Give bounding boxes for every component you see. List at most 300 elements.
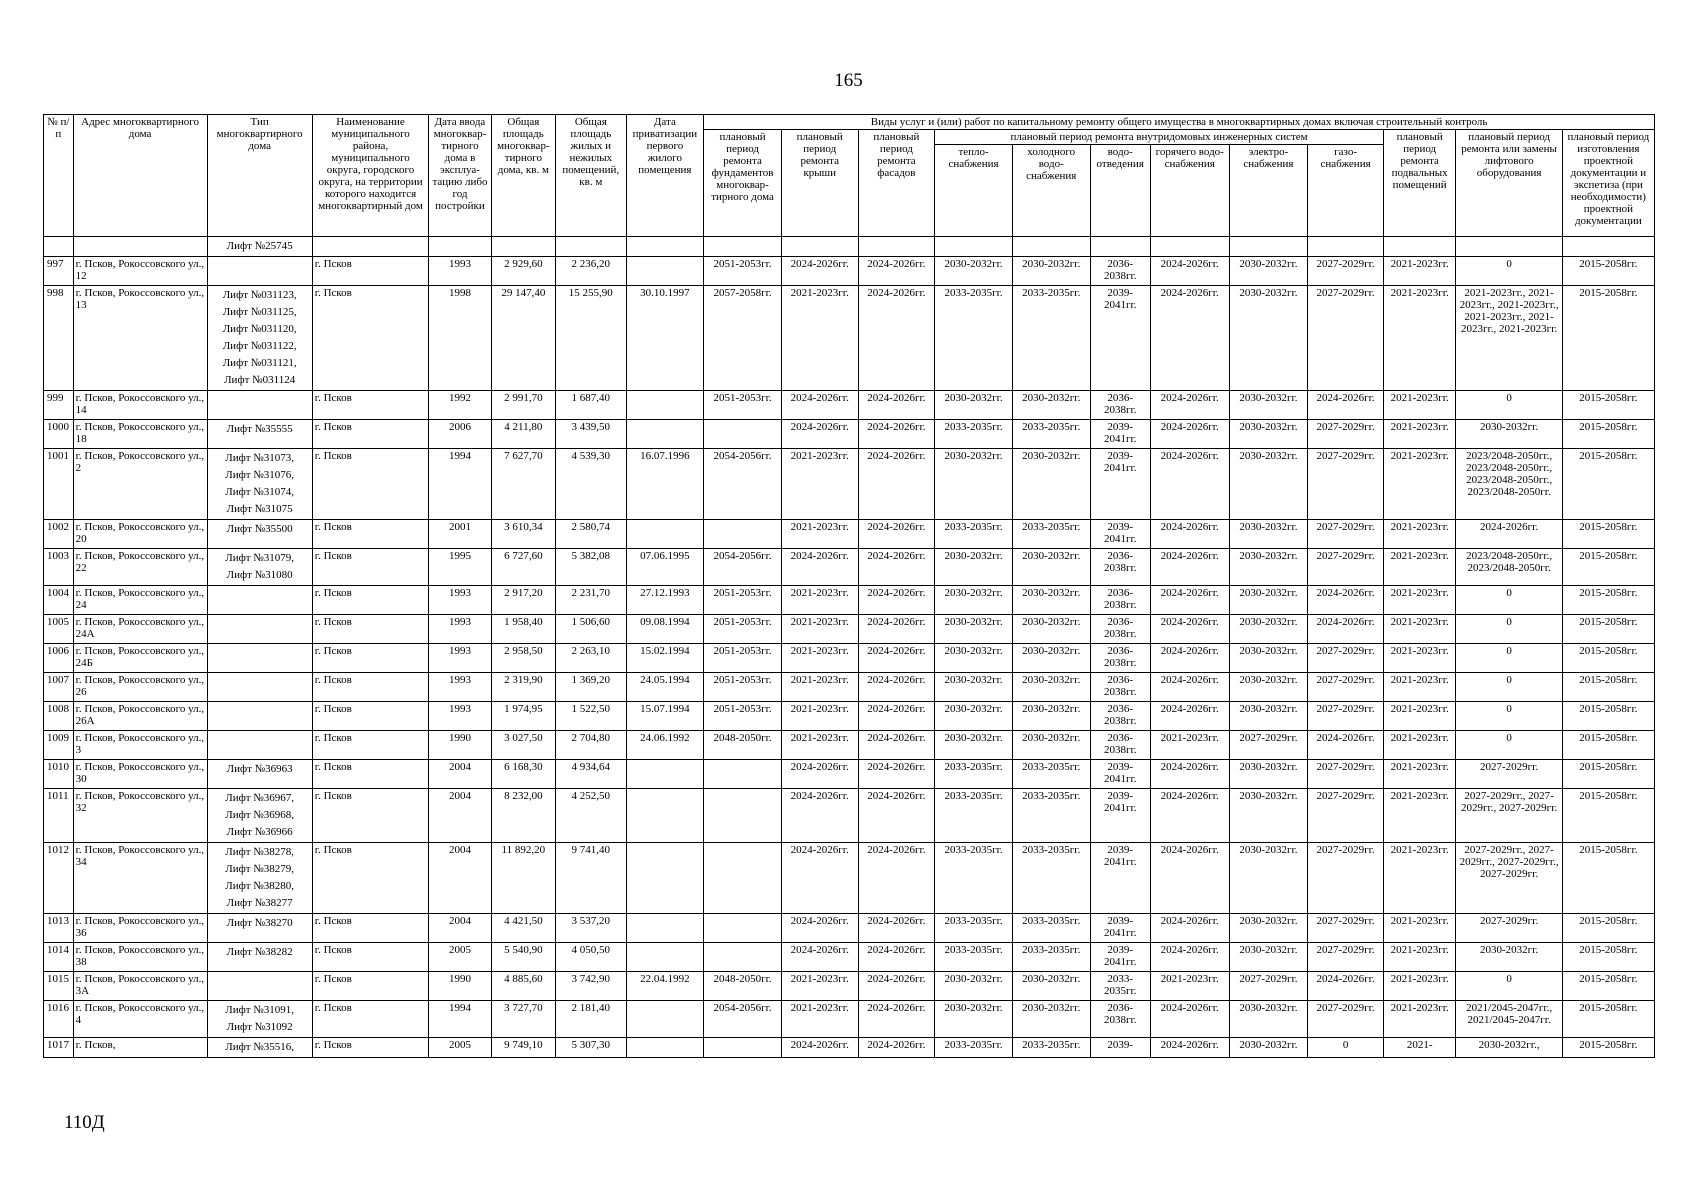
cell-lifts xyxy=(207,391,312,420)
cell-basement: 2021- xyxy=(1383,1038,1456,1058)
cell-address: г. Псков, Рокоссовского ул., 32 xyxy=(73,789,207,843)
cell-hot: 2024-2026гг. xyxy=(1150,420,1229,449)
cell-drain: 2039-2041гг. xyxy=(1090,789,1150,843)
cell-gas: 2027-2029гг. xyxy=(1308,673,1384,702)
cell-elevator: 0 xyxy=(1456,615,1562,644)
cell-priv xyxy=(626,943,704,972)
cell-priv: 22.04.1992 xyxy=(626,972,704,1001)
cell-roof: 2024-2026гг. xyxy=(781,843,858,914)
cell-year: 2006 xyxy=(429,420,491,449)
cell-hot: 2024-2026гг. xyxy=(1150,760,1229,789)
cell-foundation: 2054-2056гг. xyxy=(704,449,782,520)
cell-facade xyxy=(858,237,935,257)
cell-hot: 2024-2026гг. xyxy=(1150,449,1229,520)
cell-hot: 2024-2026гг. xyxy=(1150,673,1229,702)
cell-hot xyxy=(1150,237,1229,257)
capital-repair-table-wrap xyxy=(43,114,1655,1058)
cell-docs: 2015-2058гг. xyxy=(1562,449,1654,520)
cell-elevator: 0 xyxy=(1456,702,1562,731)
cell-num: 1004 xyxy=(44,586,74,615)
cell-drain: 2036-2038гг. xyxy=(1090,702,1150,731)
table-row xyxy=(44,914,1655,943)
cell-roof: 2021-2023гг. xyxy=(781,286,858,391)
cell-lifts xyxy=(207,914,312,943)
cell-lifts xyxy=(207,702,312,731)
cell-electric: 2030-2032гг. xyxy=(1229,615,1308,644)
cell-year: 1992 xyxy=(429,391,491,420)
cell-facade: 2024-2026гг. xyxy=(858,420,935,449)
cell-cold: 2033-2035гг. xyxy=(1012,520,1090,549)
cell-electric: 2030-2032гг. xyxy=(1229,673,1308,702)
cell-electric: 2030-2032гг. xyxy=(1229,702,1308,731)
cell-num: 1011 xyxy=(44,789,74,843)
table-row xyxy=(44,843,1655,914)
page-number: 165 xyxy=(834,70,863,91)
col-elevator: плановый период ремонта или замены лифтового оборудования xyxy=(1456,130,1562,237)
cell-address xyxy=(73,237,207,257)
cell-district: г. Псков xyxy=(312,943,429,972)
cell-district: г. Псков xyxy=(312,972,429,1001)
cell-gas: 2027-2029гг. xyxy=(1308,420,1384,449)
cell-heat: 2030-2032гг. xyxy=(935,586,1013,615)
cell-drain: 2039- xyxy=(1090,1038,1150,1058)
cell-electric: 2030-2032гг. xyxy=(1229,1001,1308,1038)
cell-address: г. Псков, Рокоссовского ул., 22 xyxy=(73,549,207,586)
cell-foundation: 2051-2053гг. xyxy=(704,644,782,673)
cell-docs: 2015-2058гг. xyxy=(1562,843,1654,914)
cell-gas: 2024-2026гг. xyxy=(1308,391,1384,420)
cell-electric: 2030-2032гг. xyxy=(1229,943,1308,972)
table-row xyxy=(44,972,1655,1001)
cell-living: 1 506,60 xyxy=(556,615,627,644)
cell-total: 4 211,80 xyxy=(491,420,555,449)
cell-docs: 2015-2058гг. xyxy=(1562,286,1654,391)
cell-address: г. Псков, Рокоссовского ул., 34 xyxy=(73,843,207,914)
cell-gas: 2027-2029гг. xyxy=(1308,702,1384,731)
cell-foundation xyxy=(704,1038,782,1058)
cell-foundation: 2054-2056гг. xyxy=(704,1001,782,1038)
cell-total: 2 319,90 xyxy=(491,673,555,702)
cell-basement: 2021-2023гг. xyxy=(1383,914,1456,943)
cell-roof: 2021-2023гг. xyxy=(781,449,858,520)
table-header xyxy=(44,115,1655,237)
cell-heat: 2033-2035гг. xyxy=(935,943,1013,972)
cell-cold: 2030-2032гг. xyxy=(1012,586,1090,615)
cell-gas: 2027-2029гг. xyxy=(1308,1001,1384,1038)
cell-district: г. Псков xyxy=(312,615,429,644)
cell-drain: 2036-2038гг. xyxy=(1090,257,1150,286)
cell-total: 4 885,60 xyxy=(491,972,555,1001)
cell-hot: 2024-2026гг. xyxy=(1150,943,1229,972)
cell-priv: 27.12.1993 xyxy=(626,586,704,615)
cell-docs: 2015-2058гг. xyxy=(1562,1038,1654,1058)
cell-elevator: 0 xyxy=(1456,673,1562,702)
cell-basement: 2021-2023гг. xyxy=(1383,520,1456,549)
col-basement: плановый период ремонта подвальных помещений xyxy=(1383,130,1456,237)
cell-foundation: 2057-2058гг. xyxy=(704,286,782,391)
cell-electric: 2030-2032гг. xyxy=(1229,520,1308,549)
cell-district: г. Псков xyxy=(312,286,429,391)
table-row xyxy=(44,1038,1655,1058)
cell-num: 1017 xyxy=(44,1038,74,1058)
cell-hot: 2024-2026гг. xyxy=(1150,286,1229,391)
cell-facade: 2024-2026гг. xyxy=(858,760,935,789)
cell-drain: 2036-2038гг. xyxy=(1090,391,1150,420)
cell-num: 1006 xyxy=(44,644,74,673)
cell-electric: 2030-2032гг. xyxy=(1229,644,1308,673)
cell-basement: 2021-2023гг. xyxy=(1383,943,1456,972)
cell-living: 15 255,90 xyxy=(556,286,627,391)
cell-elevator: 0 xyxy=(1456,972,1562,1001)
cell-cold: 2030-2032гг. xyxy=(1012,702,1090,731)
cell-living: 4 539,30 xyxy=(556,449,627,520)
col-heat: тепло-снабжения xyxy=(935,145,1013,237)
col-drainage: водо-отведения xyxy=(1090,145,1150,237)
cell-roof: 2021-2023гг. xyxy=(781,586,858,615)
table-row xyxy=(44,789,1655,843)
cell-living: 2 263,10 xyxy=(556,644,627,673)
cell-lifts xyxy=(207,586,312,615)
cell-basement xyxy=(1383,237,1456,257)
cell-electric: 2030-2032гг. xyxy=(1229,257,1308,286)
cell-facade: 2024-2026гг. xyxy=(858,702,935,731)
col-electric: электро-снабжения xyxy=(1229,145,1308,237)
cell-facade: 2024-2026гг. xyxy=(858,943,935,972)
cell-total: 9 749,10 xyxy=(491,1038,555,1058)
cell-gas: 2027-2029гг. xyxy=(1308,843,1384,914)
table-row xyxy=(44,520,1655,549)
cell-lifts xyxy=(207,673,312,702)
cell-cold: 2030-2032гг. xyxy=(1012,731,1090,760)
cell-priv xyxy=(626,257,704,286)
cell-total: 1 974,95 xyxy=(491,702,555,731)
cell-priv xyxy=(626,789,704,843)
cell-district: г. Псков xyxy=(312,789,429,843)
cell-docs: 2015-2058гг. xyxy=(1562,520,1654,549)
cell-district: г. Псков xyxy=(312,1001,429,1038)
cell-foundation: 2048-2050гг. xyxy=(704,731,782,760)
cell-foundation xyxy=(704,760,782,789)
cell-living: 3 537,20 xyxy=(556,914,627,943)
cell-lifts xyxy=(207,1001,312,1038)
cell-gas: 2027-2029гг. xyxy=(1308,549,1384,586)
cell-year: 1998 xyxy=(429,286,491,391)
cell-total xyxy=(491,237,555,257)
cell-roof: 2024-2026гг. xyxy=(781,914,858,943)
cell-lifts xyxy=(207,257,312,286)
lift-id: Лифт №38280, xyxy=(225,880,295,892)
col-design-docs: плановый период изготовления проектной документации и экспетиза (при необходимости) проектной документации xyxy=(1562,130,1654,237)
cell-foundation: 2048-2050гг. xyxy=(704,972,782,1001)
cell-hot: 2024-2026гг. xyxy=(1150,914,1229,943)
cell-electric: 2030-2032гг. xyxy=(1229,914,1308,943)
cell-docs: 2015-2058гг. xyxy=(1562,1001,1654,1038)
cell-heat xyxy=(935,237,1013,257)
cell-heat: 2033-2035гг. xyxy=(935,789,1013,843)
cell-gas: 2027-2029гг. xyxy=(1308,644,1384,673)
cell-num: 1000 xyxy=(44,420,74,449)
col-living-area: Общая площадь жилых и нежилых помещений, кв. м xyxy=(556,115,627,237)
cell-drain: 2036-2038гг. xyxy=(1090,644,1150,673)
cell-gas xyxy=(1308,237,1384,257)
cell-total: 6 168,30 xyxy=(491,760,555,789)
cell-drain: 2039-2041гг. xyxy=(1090,420,1150,449)
cell-roof: 2021-2023гг. xyxy=(781,972,858,1001)
cell-hot: 2024-2026гг. xyxy=(1150,789,1229,843)
cell-heat: 2030-2032гг. xyxy=(935,972,1013,1001)
cell-elevator: 2027-2029гг., 2027-2029гг., 2027-2029гг., 2027-2029гг. xyxy=(1456,843,1562,914)
cell-facade: 2024-2026гг. xyxy=(858,731,935,760)
cell-hot: 2024-2026гг. xyxy=(1150,391,1229,420)
lift-id: Лифт №38277 xyxy=(226,897,293,909)
cell-heat: 2030-2032гг. xyxy=(935,391,1013,420)
cell-gas: 2027-2029гг. xyxy=(1308,789,1384,843)
cell-living: 4 934,64 xyxy=(556,760,627,789)
cell-hot: 2024-2026гг. xyxy=(1150,1038,1229,1058)
lift-id: Лифт №031124 xyxy=(224,374,296,386)
table-row xyxy=(44,644,1655,673)
cell-drain: 2036-2038гг. xyxy=(1090,1001,1150,1038)
cell-elevator: 0 xyxy=(1456,731,1562,760)
cell-year: 2004 xyxy=(429,914,491,943)
table-row xyxy=(44,943,1655,972)
cell-foundation: 2051-2053гг. xyxy=(704,257,782,286)
table-row xyxy=(44,237,1655,257)
cell-docs: 2015-2058гг. xyxy=(1562,943,1654,972)
cell-electric: 2030-2032гг. xyxy=(1229,760,1308,789)
cell-elevator: 2021-2023гг., 2021-2023гг., 2021-2023гг., 2021-2023гг., 2021-2023гг., 2021-2023гг. xyxy=(1456,286,1562,391)
cell-heat: 2033-2035гг. xyxy=(935,1038,1013,1058)
cell-living: 1 522,50 xyxy=(556,702,627,731)
cell-elevator: 2030-2032гг., xyxy=(1456,1038,1562,1058)
cell-electric: 2030-2032гг. xyxy=(1229,391,1308,420)
cell-facade: 2024-2026гг. xyxy=(858,520,935,549)
cell-year: 1990 xyxy=(429,731,491,760)
cell-elevator: 2030-2032гг. xyxy=(1456,420,1562,449)
cell-facade: 2024-2026гг. xyxy=(858,972,935,1001)
cell-priv: 15.07.1994 xyxy=(626,702,704,731)
cell-district: г. Псков xyxy=(312,449,429,520)
cell-cold xyxy=(1012,237,1090,257)
cell-foundation xyxy=(704,843,782,914)
cell-total: 2 929,60 xyxy=(491,257,555,286)
cell-district: г. Псков xyxy=(312,760,429,789)
table-row xyxy=(44,1001,1655,1038)
cell-living: 1 687,40 xyxy=(556,391,627,420)
cell-hot: 2024-2026гг. xyxy=(1150,843,1229,914)
cell-roof: 2021-2023гг. xyxy=(781,731,858,760)
cell-docs: 2015-2058гг. xyxy=(1562,586,1654,615)
lift-id: Лифт №36966 xyxy=(226,826,293,838)
cell-living: 2 181,40 xyxy=(556,1001,627,1038)
cell-basement: 2021-2023гг. xyxy=(1383,644,1456,673)
cell-cold: 2030-2032гг. xyxy=(1012,549,1090,586)
cell-cold: 2033-2035гг. xyxy=(1012,760,1090,789)
cell-facade: 2024-2026гг. xyxy=(858,1038,935,1058)
cell-docs: 2015-2058гг. xyxy=(1562,914,1654,943)
cell-living: 3 439,50 xyxy=(556,420,627,449)
lift-id: Лифт №031123, xyxy=(222,289,297,301)
cell-lifts xyxy=(207,286,312,391)
cell-heat: 2030-2032гг. xyxy=(935,1001,1013,1038)
cell-elevator: 2027-2029гг., 2027-2029гг., 2027-2029гг. xyxy=(1456,789,1562,843)
cell-electric: 2027-2029гг. xyxy=(1229,731,1308,760)
table-row xyxy=(44,257,1655,286)
cell-cold: 2033-2035гг. xyxy=(1012,943,1090,972)
cell-electric: 2030-2032гг. xyxy=(1229,789,1308,843)
cell-gas: 2024-2026гг. xyxy=(1308,731,1384,760)
cell-foundation: 2054-2056гг. xyxy=(704,549,782,586)
cell-year: 2004 xyxy=(429,789,491,843)
cell-basement: 2021-2023гг. xyxy=(1383,449,1456,520)
cell-year: 1993 xyxy=(429,257,491,286)
cell-priv: 16.07.1996 xyxy=(626,449,704,520)
cell-total: 8 232,00 xyxy=(491,789,555,843)
col-date-commission: Дата ввода многоквар-тирного дома в эксплуа-тацию либо год постройки xyxy=(429,115,491,237)
cell-priv: 15.02.1994 xyxy=(626,644,704,673)
cell-elevator: 0 xyxy=(1456,586,1562,615)
cell-lifts xyxy=(207,549,312,586)
cell-drain: 2039-2041гг. xyxy=(1090,449,1150,520)
cell-lifts xyxy=(207,615,312,644)
cell-address: г. Псков, Рокоссовского ул., 26 xyxy=(73,673,207,702)
table-row xyxy=(44,449,1655,520)
cell-total: 6 727,60 xyxy=(491,549,555,586)
cell-lifts xyxy=(207,1038,312,1058)
cell-total: 2 917,20 xyxy=(491,586,555,615)
cell-gas: 2024-2026гг. xyxy=(1308,615,1384,644)
cell-basement: 2021-2023гг. xyxy=(1383,673,1456,702)
cell-elevator: 2023/2048-2050гг., 2023/2048-2050гг., 2023/2048-2050гг., 2023/2048-2050гг. xyxy=(1456,449,1562,520)
col-services-group: Виды услуг и (или) работ по капитальному ремонту общего имущества в многоквартирных домах включая строительный контроль xyxy=(704,115,1655,130)
cell-gas: 2024-2026гг. xyxy=(1308,586,1384,615)
cell-foundation: 2051-2053гг. xyxy=(704,673,782,702)
cell-drain: 2036-2038гг. xyxy=(1090,549,1150,586)
cell-total: 3 727,70 xyxy=(491,1001,555,1038)
cell-roof: 2024-2026гг. xyxy=(781,549,858,586)
cell-num: 1015 xyxy=(44,972,74,1001)
cell-num xyxy=(44,237,74,257)
lift-id: Лифт №38278, xyxy=(225,846,295,858)
cell-foundation xyxy=(704,520,782,549)
cell-priv: 24.06.1992 xyxy=(626,731,704,760)
cell-gas: 2027-2029гг. xyxy=(1308,760,1384,789)
cell-heat: 2030-2032гг. xyxy=(935,615,1013,644)
cell-num: 1013 xyxy=(44,914,74,943)
cell-address: г. Псков, Рокоссовского ул., 4 xyxy=(73,1001,207,1038)
lift-id: Лифт №31075 xyxy=(226,503,293,515)
cell-priv xyxy=(626,843,704,914)
cell-lifts xyxy=(207,237,312,257)
cell-heat: 2033-2035гг. xyxy=(935,420,1013,449)
cell-priv xyxy=(626,237,704,257)
cell-electric: 2030-2032гг. xyxy=(1229,286,1308,391)
cell-lifts xyxy=(207,644,312,673)
cell-total: 2 991,70 xyxy=(491,391,555,420)
cell-roof: 2024-2026гг. xyxy=(781,420,858,449)
cell-facade: 2024-2026гг. xyxy=(858,615,935,644)
cell-roof: 2021-2023гг. xyxy=(781,615,858,644)
col-total-area: Общая площадь многоквар-тирного дома, кв. м xyxy=(491,115,555,237)
cell-priv: 30.10.1997 xyxy=(626,286,704,391)
cell-priv xyxy=(626,914,704,943)
cell-num: 1016 xyxy=(44,1001,74,1038)
cell-electric: 2030-2032гг. xyxy=(1229,1038,1308,1058)
cell-facade: 2024-2026гг. xyxy=(858,391,935,420)
cell-facade: 2024-2026гг. xyxy=(858,449,935,520)
cell-year: 1993 xyxy=(429,644,491,673)
cell-priv xyxy=(626,760,704,789)
cell-basement: 2021-2023гг. xyxy=(1383,286,1456,391)
cell-electric: 2030-2032гг. xyxy=(1229,586,1308,615)
cell-electric: 2030-2032гг. xyxy=(1229,449,1308,520)
cell-elevator: 2023/2048-2050гг., 2023/2048-2050гг. xyxy=(1456,549,1562,586)
cell-total: 7 627,70 xyxy=(491,449,555,520)
cell-year: 1994 xyxy=(429,449,491,520)
cell-foundation xyxy=(704,420,782,449)
cell-year: 1990 xyxy=(429,972,491,1001)
cell-district: г. Псков xyxy=(312,702,429,731)
lift-id: Лифт №35555 xyxy=(226,423,293,435)
cell-facade: 2024-2026гг. xyxy=(858,789,935,843)
cell-drain: 2036-2038гг. xyxy=(1090,586,1150,615)
cell-year: 2004 xyxy=(429,843,491,914)
cell-lifts xyxy=(207,760,312,789)
cell-docs: 2015-2058гг. xyxy=(1562,644,1654,673)
cell-address: г. Псков, Рокоссовского ул., 24 xyxy=(73,586,207,615)
cell-roof: 2021-2023гг. xyxy=(781,1001,858,1038)
cell-living: 2 704,80 xyxy=(556,731,627,760)
cell-drain: 2039-2041гг. xyxy=(1090,286,1150,391)
col-num: № п/п xyxy=(44,115,74,237)
cell-cold: 2030-2032гг. xyxy=(1012,615,1090,644)
cell-district: г. Псков xyxy=(312,1038,429,1058)
cell-hot: 2024-2026гг. xyxy=(1150,615,1229,644)
table-row xyxy=(44,760,1655,789)
cell-year: 2004 xyxy=(429,760,491,789)
cell-facade: 2024-2026гг. xyxy=(858,257,935,286)
col-hot-water: горячего водо-снабжения xyxy=(1150,145,1229,237)
cell-electric: 2030-2032гг. xyxy=(1229,549,1308,586)
cell-elevator: 0 xyxy=(1456,257,1562,286)
cell-hot: 2024-2026гг. xyxy=(1150,257,1229,286)
lift-id: Лифт №36968, xyxy=(225,809,295,821)
table-row xyxy=(44,586,1655,615)
cell-docs: 2015-2058гг. xyxy=(1562,972,1654,1001)
cell-foundation xyxy=(704,943,782,972)
cell-num: 1008 xyxy=(44,702,74,731)
cell-facade: 2024-2026гг. xyxy=(858,673,935,702)
lift-id: Лифт №31076, xyxy=(225,469,295,481)
cell-electric: 2027-2029гг. xyxy=(1229,972,1308,1001)
cell-roof: 2024-2026гг. xyxy=(781,391,858,420)
cell-roof: 2021-2023гг. xyxy=(781,673,858,702)
cell-address: г. Псков, Рокоссовского ул., 14 xyxy=(73,391,207,420)
table-row xyxy=(44,420,1655,449)
col-facade: плановый период ремонта фасадов xyxy=(858,130,935,237)
cell-gas: 2024-2026гг. xyxy=(1308,972,1384,1001)
cell-docs: 2015-2058гг. xyxy=(1562,789,1654,843)
cell-docs: 2015-2058гг. xyxy=(1562,615,1654,644)
cell-heat: 2033-2035гг. xyxy=(935,843,1013,914)
cell-roof: 2021-2023гг. xyxy=(781,644,858,673)
lift-id: Лифт №31091, xyxy=(225,1004,295,1016)
cell-total: 11 892,20 xyxy=(491,843,555,914)
cell-priv: 24.05.1994 xyxy=(626,673,704,702)
cell-address: г. Псков, Рокоссовского ул., 3 xyxy=(73,731,207,760)
cell-cold: 2030-2032гг. xyxy=(1012,391,1090,420)
cell-lifts xyxy=(207,520,312,549)
